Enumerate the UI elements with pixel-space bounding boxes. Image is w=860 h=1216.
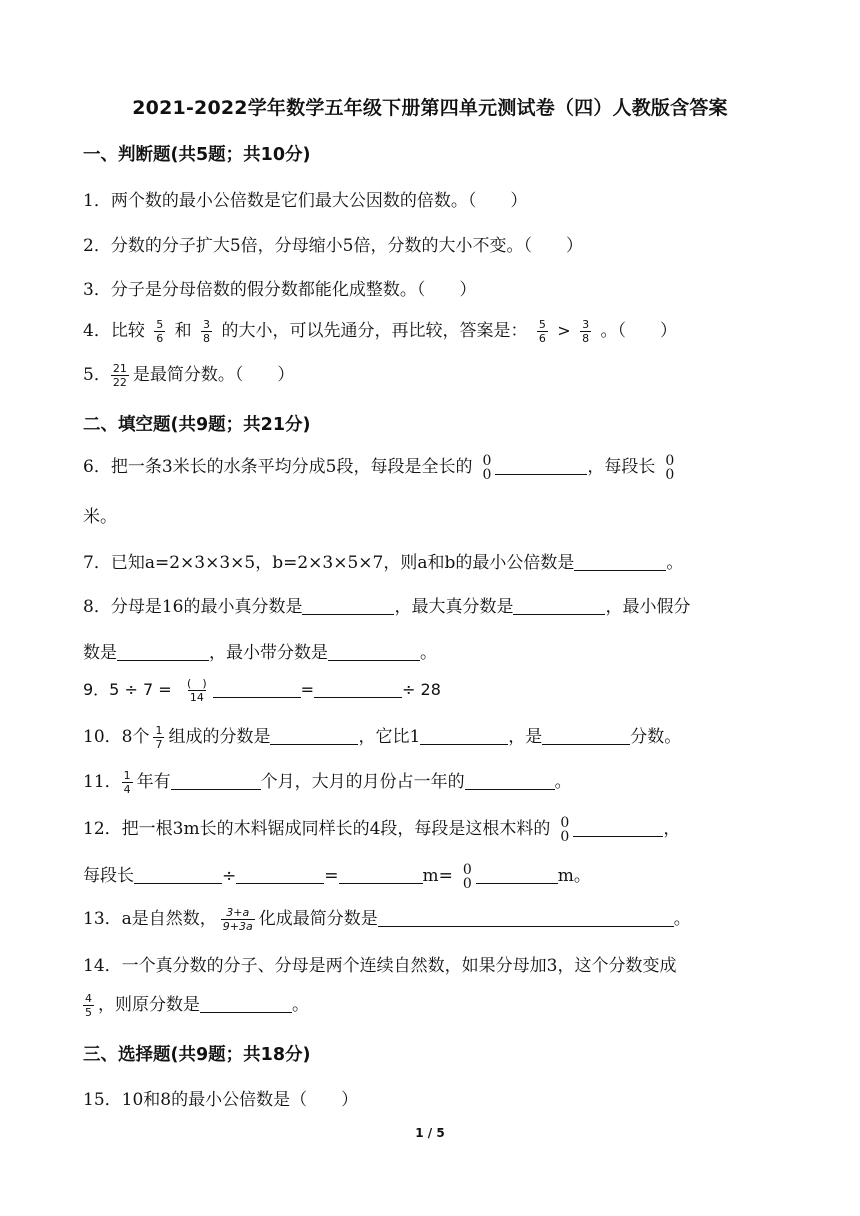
answer-blank[interactable] bbox=[117, 642, 209, 661]
answer-blank[interactable] bbox=[378, 908, 674, 927]
section-heading-fill: 二、填空题(共9题；共21分) bbox=[83, 415, 311, 435]
answer-blank[interactable] bbox=[339, 865, 423, 884]
question-4-text-b: 和 bbox=[174, 321, 192, 341]
question-10-text-d: ，是 bbox=[508, 727, 543, 747]
fraction-1-4: $\frac{1}{4}$ bbox=[123, 769, 131, 796]
period: 。 bbox=[666, 553, 684, 573]
period: 。 bbox=[554, 772, 572, 792]
question-12-text-a: 12．把一根3m长的木料锯成同样长的4段，每段是这根木料的 bbox=[83, 819, 551, 839]
question-11-number: 11． bbox=[83, 772, 122, 792]
fraction-1-7: $\frac{1}{7}$ bbox=[155, 724, 163, 751]
question-13 bbox=[83, 904, 691, 933]
question-8-text-d: 数是 bbox=[83, 643, 117, 663]
question-6-text-b: ，每段长 bbox=[587, 457, 656, 477]
question-7-text: 7．已知a=2×3×3×5，b=2×3×5×7，则a和b的最小公倍数是 bbox=[83, 553, 575, 573]
equals-sign: = bbox=[324, 866, 339, 886]
question-5 bbox=[83, 360, 294, 389]
answer-blank[interactable] bbox=[302, 596, 394, 615]
question-4-text-d: 。（ ） bbox=[600, 321, 677, 341]
question-8-text-c: ，最小假分 bbox=[605, 597, 691, 617]
greater-than-sign: > bbox=[557, 321, 571, 340]
answer-blank[interactable] bbox=[420, 726, 508, 745]
answer-blank[interactable] bbox=[200, 994, 292, 1013]
fraction-3-8-answer: $\frac{3}{8}$ bbox=[582, 318, 590, 345]
section-heading-judgment: 一、判断题(共5题；共10分) bbox=[83, 145, 311, 165]
question-11-text-c: 个月，大月的月份占一年的 bbox=[260, 772, 465, 792]
answer-blank[interactable] bbox=[171, 771, 261, 790]
answer-blank[interactable] bbox=[574, 552, 666, 571]
meter-unit: m= bbox=[422, 866, 453, 886]
fraction-3-8: $\frac{3}{8}$ bbox=[203, 318, 211, 345]
question-6-text-a: 6．把一条3米长的水条平均分成5段，每段是全长的 bbox=[83, 457, 473, 477]
question-12 bbox=[83, 814, 680, 844]
period: 。 bbox=[420, 643, 437, 663]
fraction-placeholder: 0 0 bbox=[482, 452, 492, 483]
question-11 bbox=[83, 767, 572, 796]
answer-blank[interactable] bbox=[213, 679, 301, 698]
fraction-placeholder: 0 0 bbox=[462, 861, 472, 892]
question-14: 14．一个真分数的分子、分母是两个连续自然数，如果分母加3，这个分数变成 bbox=[83, 956, 677, 976]
meter-unit: m。 bbox=[557, 866, 591, 886]
period: 。 bbox=[292, 995, 309, 1015]
fraction-placeholder: 0 0 bbox=[665, 452, 675, 483]
question-4 bbox=[83, 316, 677, 345]
answer-blank[interactable] bbox=[236, 865, 324, 884]
equals-sign: = bbox=[300, 680, 315, 699]
question-10-text-a: 10．8个 bbox=[83, 727, 150, 747]
comma: ， bbox=[663, 819, 681, 839]
answer-blank[interactable] bbox=[495, 456, 587, 475]
question-9 bbox=[83, 677, 441, 704]
answer-blank[interactable] bbox=[134, 865, 222, 884]
period: 。 bbox=[673, 909, 691, 929]
question-13-text-a: 13．a是自然数， bbox=[83, 909, 217, 929]
answer-blank[interactable] bbox=[542, 726, 630, 745]
fraction-21-22: $\frac{21}{22}$ bbox=[112, 362, 127, 389]
answer-blank[interactable] bbox=[476, 865, 558, 884]
fraction-expression: $\frac{3+a}{9+3a}$ bbox=[222, 906, 253, 933]
question-13-text-b: 化成最简分数是 bbox=[258, 909, 378, 929]
fraction-blank-14: $\frac{( )}{14}$ bbox=[187, 677, 207, 704]
question-6 bbox=[83, 452, 678, 482]
question-5-number: 5． bbox=[83, 365, 111, 385]
fraction-placeholder: 0 0 bbox=[560, 814, 570, 845]
question-9-expression: 9．5 ÷ 7 = bbox=[83, 680, 172, 699]
page-title: 2021-2022学年数学五年级下册第四单元测试卷（四）人教版含答案 bbox=[132, 97, 728, 119]
question-3: 3．分子是分母倍数的假分数都能化成整数。（ ） bbox=[83, 280, 477, 300]
question-10-text-c: ，它比1 bbox=[358, 727, 421, 747]
divide-sign: ÷ bbox=[222, 866, 237, 886]
section-heading-choice: 三、选择题(共9题；共18分) bbox=[83, 1045, 311, 1065]
question-2: 2．分数的分子扩大5倍，分母缩小5倍，分数的大小不变。（ ） bbox=[83, 236, 583, 256]
page-number: 1 / 5 bbox=[415, 1126, 445, 1140]
question-10-text-b: 组成的分数是 bbox=[168, 727, 271, 747]
question-14-continuation bbox=[83, 990, 309, 1019]
question-12-continuation bbox=[83, 861, 591, 891]
question-4-text-c: 的大小，可以先通分，再比较，答案是： bbox=[221, 321, 528, 341]
question-10-text-e: 分数。 bbox=[630, 727, 682, 747]
fraction-5-6: $\frac{5}{6}$ bbox=[156, 318, 164, 345]
question-7 bbox=[83, 548, 683, 573]
divide-by-28: ÷ 28 bbox=[402, 680, 441, 699]
question-11-text-b: 年有 bbox=[136, 772, 171, 792]
question-12-text-c: 每段长 bbox=[83, 866, 134, 886]
question-1: 1．两个数的最小公倍数是它们最大公因数的倍数。（ ） bbox=[83, 191, 528, 211]
answer-blank[interactable] bbox=[270, 726, 358, 745]
question-10 bbox=[83, 722, 681, 751]
answer-blank[interactable] bbox=[314, 679, 402, 698]
answer-blank[interactable] bbox=[465, 771, 555, 790]
fraction-5-6-answer: $\frac{5}{6}$ bbox=[538, 318, 546, 345]
answer-blank[interactable] bbox=[328, 642, 420, 661]
question-8-text-e: ，最小带分数是 bbox=[209, 643, 328, 663]
question-5-text: 是最简分数。（ ） bbox=[132, 365, 295, 385]
fraction-4-5: $\frac{4}{5}$ bbox=[85, 992, 92, 1019]
question-6-continuation: 米。 bbox=[83, 507, 117, 527]
question-4-text-a: 4．比较 bbox=[83, 321, 145, 341]
question-8-text-a: 8．分母是16的最小真分数是 bbox=[83, 597, 303, 617]
answer-blank[interactable] bbox=[573, 818, 663, 837]
question-15: 15．10和8的最小公倍数是（ ） bbox=[83, 1090, 359, 1110]
question-8 bbox=[83, 592, 690, 617]
question-14-text-b: ，则原分数是 bbox=[98, 995, 200, 1015]
answer-blank[interactable] bbox=[513, 596, 605, 615]
question-8-text-b: ，最大真分数是 bbox=[394, 597, 514, 617]
question-8-continuation bbox=[83, 638, 437, 663]
